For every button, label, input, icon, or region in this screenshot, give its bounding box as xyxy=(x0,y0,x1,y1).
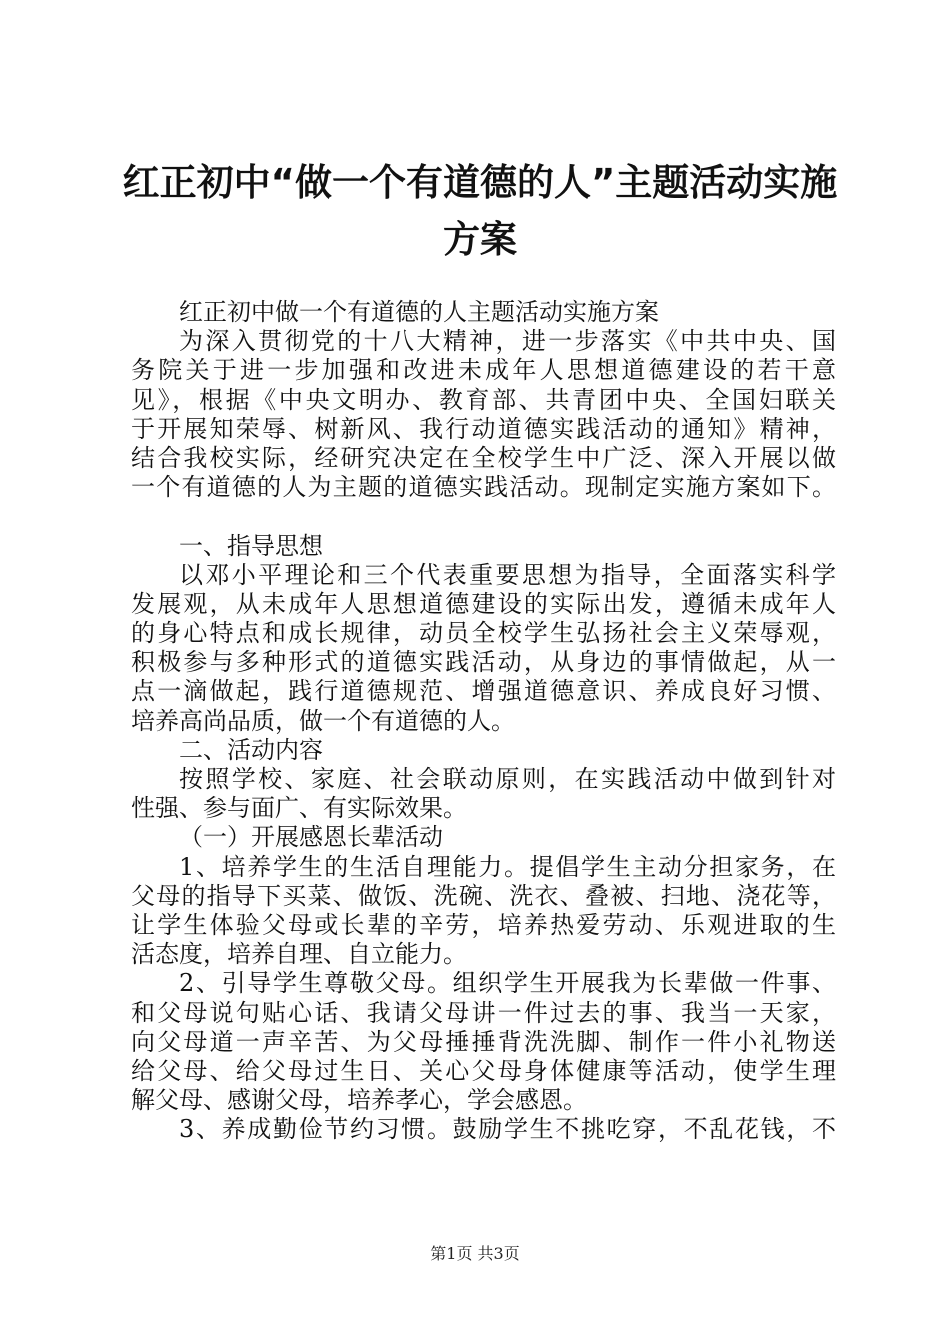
document-title-line-2: 方案 xyxy=(443,218,517,261)
page-footer: 第1页 共3页 xyxy=(430,1244,520,1263)
body-line: 按照学校、家庭、社会联动原则，在实践活动中做到针对 xyxy=(179,765,836,793)
body-line: 于开展知荣辱、树新风、我行动道德实践活动的通知》精神， xyxy=(131,414,836,443)
body-line: 见》，根据《中央文明办、教育部、共青团中央、全国妇联关 xyxy=(131,385,836,414)
body-line: 点一滴做起，践行道德规范、增强道德意识、养成良好习惯、 xyxy=(131,677,836,706)
body-line: 父母的指导下买菜、做饭、洗碗、洗衣、叠被、扫地、浇花等， xyxy=(131,881,836,910)
body-line: 务院关于进一步加强和改进未成年人思想道德建设的若干意 xyxy=(131,356,836,385)
body-line: 和父母说句贴心话、我请父母讲一件过去的事、我当一天家， xyxy=(131,998,836,1027)
body-line: 发展观，从未成年人思想道德建设的实际出发，遵循未成年人 xyxy=(131,589,836,618)
body-line: 向父母道一声辛苦、为父母捶捶背洗洗脚、制作一件小礼物送 xyxy=(131,1027,836,1056)
document-body xyxy=(131,298,836,1144)
body-line: 给父母、给父母过生日、关心父母身体健康等活动，使学生理 xyxy=(131,1056,836,1085)
body-line: 让学生体验父母或长辈的辛劳，培养热爱劳动、乐观进取的生 xyxy=(131,910,836,939)
body-line: 的身心特点和成长规律，动员全校学生弘扬社会主义荣辱观， xyxy=(131,619,836,648)
section-heading: 一、指导思想 xyxy=(179,531,323,560)
body-line: 1、培养学生的生活自理能力。提倡学生主动分担家务，在 xyxy=(179,852,836,881)
body-line: 为深入贯彻党的十八大精神，进一步落实《中共中央、国 xyxy=(179,327,836,356)
body-line: 2、引导学生尊敬父母。组织学生开展我为长辈做一件事、 xyxy=(179,969,836,998)
body-line: 性强、参与面广、有实际效果。 xyxy=(131,794,467,823)
body-line: 一个有道德的人为主题的道德实践活动。现制定实施方案如下。 xyxy=(131,473,836,502)
body-line: 3、养成勤俭节约习惯。鼓励学生不挑吃穿，不乱花钱，不 xyxy=(179,1115,836,1144)
body-line: 解父母、感谢父母，培养孝心，学会感恩。 xyxy=(131,1086,587,1115)
subsection-heading: （一）开展感恩长辈活动 xyxy=(179,823,443,852)
body-line: 活态度，培养自理、自立能力。 xyxy=(131,940,467,969)
body-line: 结合我校实际，经研究决定在全校学生中广泛、深入开展以做 xyxy=(131,443,836,472)
body-line: 红正初中做一个有道德的人主题活动实施方案 xyxy=(179,298,659,326)
body-line: 培养高尚品质，做一个有道德的人。 xyxy=(131,706,515,735)
body-line: 以邓小平理论和三个代表重要思想为指导，全面落实科学 xyxy=(179,560,836,589)
body-line: 积极参与多种形式的道德实践活动，从身边的事情做起，从一 xyxy=(131,648,836,677)
section-heading: 二、活动内容 xyxy=(179,735,323,764)
blank-line xyxy=(131,502,836,531)
document-title-line-1: 红正初中“做一个有道德的人”主题活动实施 xyxy=(122,161,838,204)
